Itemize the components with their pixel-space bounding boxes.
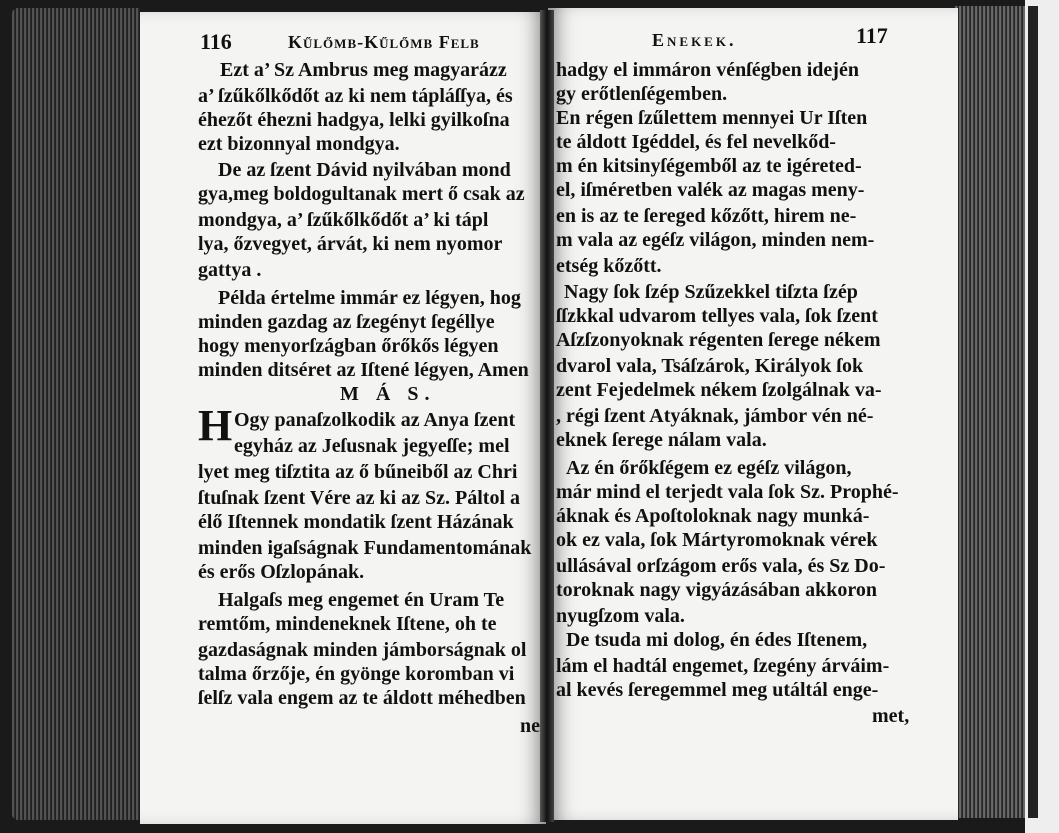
right-line-21: ullásával orſzágom erős vala, és Sz Do- <box>556 555 886 577</box>
right-line-22: toroknak nagy vigyázásában akkoron <box>556 579 878 601</box>
left-line-16: egyház az Jeſusnak jegyeſſe; mel <box>234 435 510 457</box>
left-line-8: lya, őzvegyet, árvát, ki nem nyomor <box>198 233 503 255</box>
right-line-24: De tsuda mi dolog, én édes Iſtenem, <box>566 629 868 651</box>
left-page-edges <box>12 8 140 820</box>
section-heading-mas: M Á S. <box>340 383 436 405</box>
right-running-head: Enekek. <box>652 30 737 50</box>
left-line-17: lyet meg tiſztita az ő bűneiből az Chri <box>198 461 518 483</box>
left-line-6: gya,meg boldogultanak mert ő csak az <box>198 183 525 205</box>
left-line-24: gazdaságnak minden jámborságnak ol <box>198 639 527 661</box>
right-line-3: En régen ſzűlettem mennyei Ur Iſten <box>556 107 868 129</box>
left-catchword: ne <box>520 715 540 737</box>
right-line-20: ok ez vala, ſok Mártyromoknak vérek <box>556 529 878 551</box>
right-line-18: már mind el terjedt vala ſok Sz. Prophé- <box>556 481 899 503</box>
left-line-20: minden igaſságnak Fundamentomának <box>198 537 532 559</box>
right-line-5: m én kitsinyſégemből az te igéreted- <box>556 155 862 177</box>
right-line-4: te áldott Igéddel, és fel nevelkőd- <box>556 131 836 153</box>
left-line-3: éhezőt éhezni hadgya, lelki gyilkoſna <box>198 109 510 131</box>
right-line-1: hadgy el immáron vénſégben idején <box>556 59 859 81</box>
right-line-17: Az én őrőkſégem ez egéſz világon, <box>566 457 852 479</box>
left-line-9: gattya . <box>198 259 262 281</box>
book-cover-edge <box>1028 6 1038 818</box>
right-line-25: lám el hadtál engemet, ſzegény árváim- <box>556 655 890 677</box>
left-running-head: Kűlőmb-Kűlőmb Felb <box>288 32 480 52</box>
right-page-number: 117 <box>856 23 888 48</box>
book-gutter <box>540 10 554 822</box>
right-line-10: Nagy ſok ſzép Szűzekkel tiſzta ſzép <box>564 281 858 303</box>
right-line-13: dvarol vala, Tsáſzárok, Királyok ſok <box>556 355 864 377</box>
left-line-25: talma őrzője, én gyönge koromban vi <box>198 663 515 685</box>
left-line-11: minden gazdag az ſzegényt ſegéllye <box>198 311 495 333</box>
left-line-26: ſelſz vala engem az te áldott méhedben <box>198 687 526 709</box>
left-line-1: Ezt a’ Sz Ambrus meg magyarázz <box>220 59 507 81</box>
right-line-9: etség kőzőtt. <box>556 255 662 277</box>
left-line-19: élő Iſtennek mondatik ſzent Házának <box>198 511 514 533</box>
left-line-18: ſtuſnak ſzent Vére az ki az Sz. Páltol a <box>198 487 521 509</box>
right-catchword: met, <box>872 705 910 727</box>
right-line-15: , régi ſzent Atyáknak, jámbor vén né- <box>556 405 874 427</box>
drop-cap-letter: H <box>198 401 233 450</box>
left-line-23: remtőm, mindeneknek Iſtene, oh te <box>198 613 497 635</box>
left-line-22: Halgaſs meg engemet én Uram Te <box>218 589 505 611</box>
left-line-2: a’ ſzűkőlkődőt az ki nem tápláſſya, és <box>198 85 513 107</box>
right-line-23: nyugſzom vala. <box>556 605 685 627</box>
left-line-7: mondgya, a’ ſzűkőlkődőt a’ ki tápl <box>198 209 489 231</box>
left-line-10: Példa értelme immár ez légyen, hog <box>218 287 521 309</box>
left-line-21: és erős Oſzlopának. <box>198 561 365 583</box>
right-page-edges <box>955 6 1025 818</box>
left-line-13: minden ditséret az Iſtené légyen, Amen <box>198 359 529 381</box>
right-line-12: Aſzſzonyoknak régenten ſerege nékem <box>556 329 881 351</box>
right-line-14: zent Fejedelmek nékem ſzolgálnak va- <box>556 379 882 401</box>
right-line-2: gy erőtlenſégemben. <box>556 83 728 105</box>
right-line-8: m vala az egéſz világon, minden nem- <box>556 229 875 251</box>
right-line-7: en is az te ſereged kőzőtt, hirem ne- <box>556 205 857 227</box>
left-page-number: 116 <box>200 29 232 54</box>
left-line-5: De az ſzent Dávid nyilvában mond <box>218 159 511 181</box>
right-line-26: al kevés ſeregemmel meg utáltál enge- <box>556 679 879 701</box>
left-line-12: hogy menyorſzágban őrőkős légyen <box>198 335 499 357</box>
right-line-16: eknek ſerege nálam vala. <box>556 429 767 451</box>
right-line-6: el, iſméretben valék az magas meny- <box>556 179 865 201</box>
right-line-11: ſſzkkal udvarom tellyes vala, ſok ſzent <box>556 305 878 327</box>
left-line-15: Ogy panaſzolkodik az Anya ſzent <box>234 409 516 431</box>
left-line-4: ezt bizonnyal mondgya. <box>198 133 400 155</box>
right-line-19: áknak és Apoſtoloknak nagy munká- <box>556 505 870 527</box>
